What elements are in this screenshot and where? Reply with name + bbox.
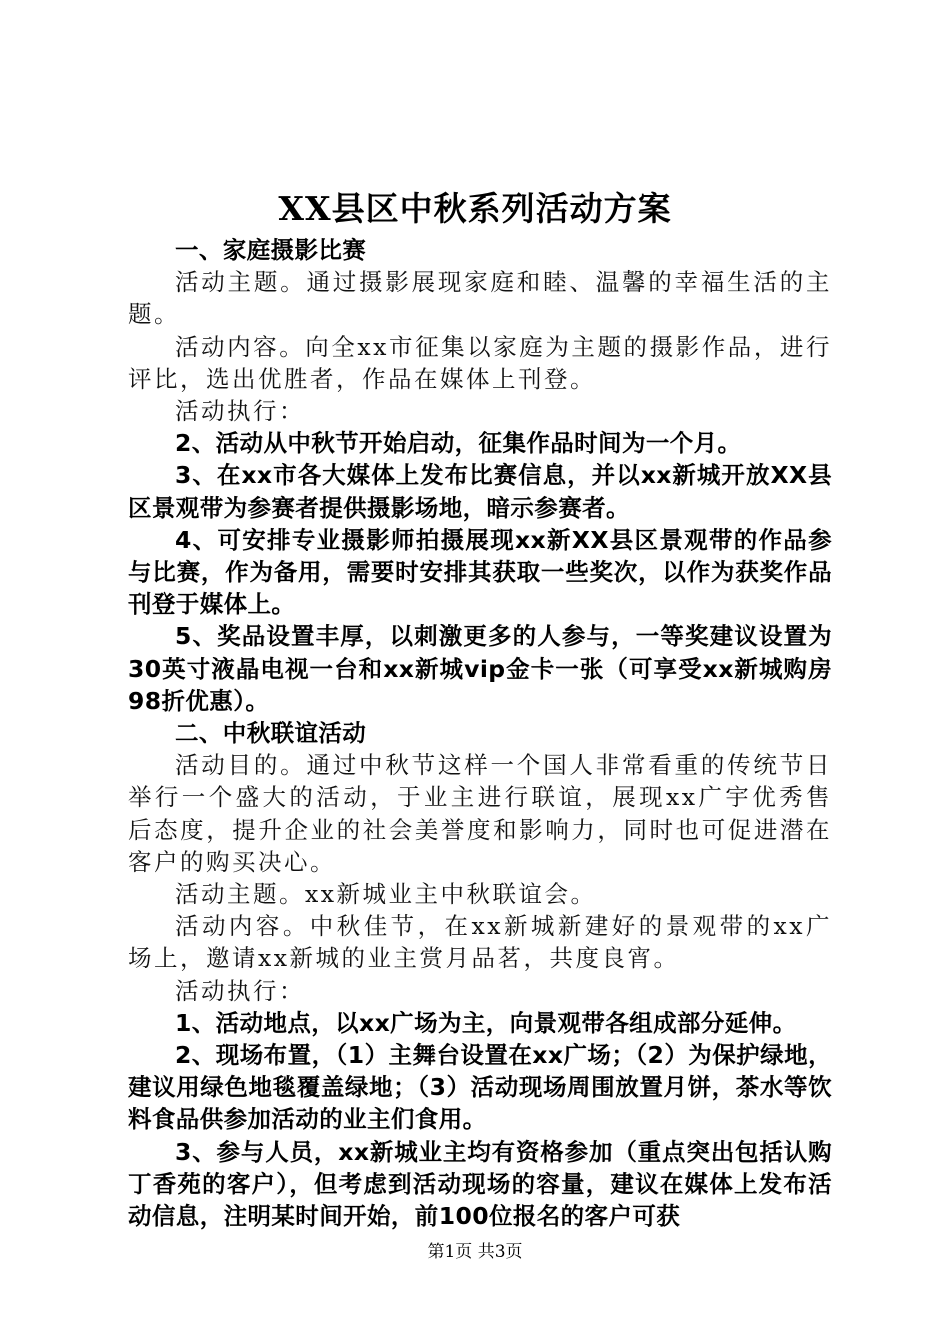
page-footer: 第1页 共3页 [427, 1242, 523, 1262]
heading-or-item-paragraph: 4、可安排专业摄影师拍摄展现xx新XX县区景观带的作品参与比赛，作为备用，需要时安排其获取一些奖次，以作为获奖作品刊登于媒体上。 [128, 525, 832, 619]
heading-or-item-paragraph: 3、在xx市各大媒体上发布比赛信息，并以xx新城开放XX县区景观带为参赛者提供摄影场地，暗示参赛者。 [128, 461, 832, 522]
heading-or-item-paragraph: 二、中秋联谊活动 [175, 719, 367, 748]
document-title: XX县区中秋系列活动方案 [278, 189, 672, 228]
heading-or-item-paragraph: 5、奖品设置丰厚，以刺激更多的人参与，一等奖建议设置为30英寸液晶电视一台和xx新城vip金卡一张（可享受xx新城购房98折优惠）。 [128, 622, 832, 715]
body-paragraph: 活动主题。xx新城业主中秋联谊会。 [175, 880, 597, 909]
heading-or-item-paragraph: 2、现场布置，（1）主舞台设置在xx广场；（2）为保护绿地，建议用绿色地毯覆盖绿地；（3）活动现场周围放置月饼，茶水等饮料食品供参加活动的业主们食用。 [128, 1041, 832, 1134]
heading-or-item-paragraph: 3、参与人员，xx新城业主均有资格参加（重点突出包括认购丁香苑的客户），但考虑到活动现场的容量，建议在媒体上发布活动信息，注明某时间开始，前100位报名的客户可获 [128, 1137, 832, 1231]
body-paragraph: 活动主题。通过摄影展现家庭和睦、温馨的幸福生活的主题。 [128, 268, 832, 329]
body-paragraph: 活动执行： [175, 976, 305, 1005]
heading-or-item-paragraph: 一、家庭摄影比赛 [175, 236, 367, 264]
body-paragraph: 活动内容。向全xx市征集以家庭为主题的摄影作品，进行评比，选出优胜者，作品在媒体上刊登。 [128, 332, 832, 393]
heading-or-item-paragraph: 2、活动从中秋节开始启动，征集作品时间为一个月。 [175, 429, 742, 458]
document-body [128, 234, 832, 1232]
body-paragraph: 活动目的。通过中秋节这样一个国人非常看重的传统节日举行一个盛大的活动，于业主进行联谊，展现xx广宇优秀售后态度，提升企业的社会美誉度和影响力，同时也可促进潜在客户的购买决心。 [128, 751, 832, 876]
heading-or-item-paragraph: 1、活动地点，以xx广场为主，向景观带各组成部分延伸。 [175, 1008, 797, 1037]
body-paragraph: 活动执行： [175, 397, 305, 426]
body-paragraph: 活动内容。中秋佳节，在xx新城新建好的景观带的xx广场上，邀请xx新城的业主赏月品茗，共度良宵。 [128, 912, 832, 973]
